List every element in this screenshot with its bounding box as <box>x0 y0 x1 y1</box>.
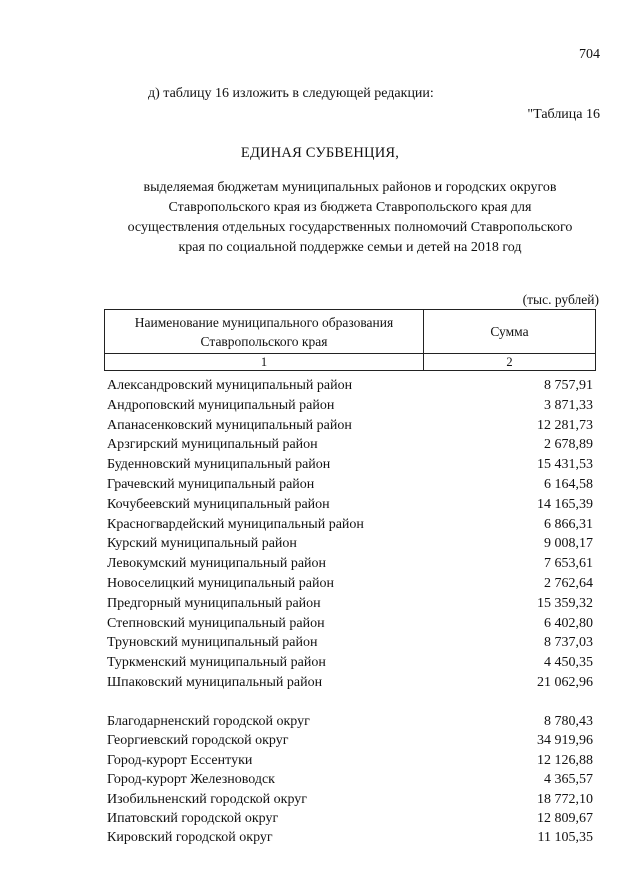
row-amount: 15 431,53 <box>537 457 593 472</box>
intro-line: д) таблицу 16 изложить в следующей редакции: <box>148 86 434 101</box>
row-name: Андроповский муниципальный район <box>107 398 335 413</box>
row-amount: 14 165,39 <box>537 497 593 512</box>
table-row <box>107 770 593 789</box>
table-row <box>107 673 593 692</box>
document-subtitle <box>100 178 600 258</box>
row-name: Новоселицкий муниципальный район <box>107 576 334 591</box>
row-name: Кочубеевский муниципальный район <box>107 497 330 512</box>
row-name: Арзгирский муниципальный район <box>107 437 318 452</box>
table-reference: "Таблица 16 <box>527 107 600 122</box>
subtitle-line: Ставропольского края из бюджета Ставропольского края для <box>168 200 532 215</box>
row-name: Грачевский муниципальный район <box>107 477 315 492</box>
header-column-number: 2 <box>424 354 596 371</box>
row-name: Город-курорт Ессентуки <box>107 753 253 768</box>
table-row <box>107 416 593 435</box>
row-amount: 3 871,33 <box>544 398 593 413</box>
table-row <box>107 455 593 474</box>
row-amount: 21 062,96 <box>537 675 593 690</box>
row-amount: 2 678,89 <box>544 437 593 452</box>
row-name: Туркменский муниципальный район <box>107 655 326 670</box>
row-amount: 12 281,73 <box>537 418 593 433</box>
row-amount: 8 737,03 <box>544 635 593 650</box>
table-row <box>107 828 593 847</box>
row-name: Левокумский муниципальный район <box>107 556 327 571</box>
row-amount: 12 126,88 <box>537 753 593 768</box>
row-amount: 11 105,35 <box>537 830 593 845</box>
subtitle-line: осуществления отдельных государственных полномочий Ставропольского <box>127 220 573 235</box>
table-row <box>107 376 593 395</box>
subtitle-line: выделяемая бюджетам муниципальных районов и городских округов <box>143 180 557 195</box>
row-name: Изобильненский городской округ <box>107 792 308 807</box>
table-row <box>107 731 593 750</box>
table-row <box>107 574 593 593</box>
table-row <box>107 751 593 770</box>
row-amount: 15 359,32 <box>537 596 593 611</box>
row-amount: 12 809,67 <box>537 811 593 826</box>
header-name-line: Наименование муниципального образования <box>134 314 394 330</box>
row-name: Буденновский муниципальный район <box>107 457 331 472</box>
row-amount: 4 450,35 <box>544 655 593 670</box>
table-row <box>107 712 593 731</box>
row-name: Степновский муниципальный район <box>107 616 325 631</box>
row-name: Предгорный муниципальный район <box>107 596 321 611</box>
row-name: Город-курорт Железноводск <box>107 772 275 787</box>
row-name: Красногвардейский муниципальный район <box>107 517 364 532</box>
row-name: Курский муниципальный район <box>107 536 297 551</box>
table-row <box>107 809 593 828</box>
row-amount: 18 772,10 <box>537 792 593 807</box>
row-name: Благодарненский городской округ <box>107 714 310 729</box>
row-name: Александровский муниципальный район <box>107 378 353 393</box>
table-row <box>107 554 593 573</box>
row-name: Георгиевский городской округ <box>107 733 289 748</box>
row-name: Труновский муниципальный район <box>107 635 318 650</box>
table-row <box>107 475 593 494</box>
row-amount: 34 919,96 <box>537 733 593 748</box>
row-amount: 8 780,43 <box>544 714 593 729</box>
row-amount: 6 164,58 <box>544 477 593 492</box>
subtitle-line: края по социальной поддержке семьи и детей на 2018 год <box>178 240 522 255</box>
table-row <box>107 534 593 553</box>
row-name: Апанасенковский муниципальный район <box>107 418 352 433</box>
table-row <box>107 594 593 613</box>
table-row <box>107 653 593 672</box>
row-amount: 7 653,61 <box>544 556 593 571</box>
table-row <box>107 515 593 534</box>
row-name: Кировский городской округ <box>107 830 273 845</box>
row-amount: 8 757,91 <box>544 378 593 393</box>
unit-label: (тыс. рублей) <box>522 292 599 307</box>
header-column-number: 1 <box>105 354 424 371</box>
row-amount: 6 866,31 <box>544 517 593 532</box>
header-name-line: Ставропольского края <box>200 333 328 349</box>
page-number: 704 <box>579 47 600 62</box>
table-row <box>107 633 593 652</box>
table-row <box>107 614 593 633</box>
table-row <box>107 396 593 415</box>
row-amount: 9 008,17 <box>544 536 593 551</box>
header-name-column <box>105 310 424 354</box>
table-row <box>107 435 593 454</box>
table-header <box>104 309 596 371</box>
table-row <box>107 495 593 514</box>
row-amount: 2 762,64 <box>544 576 593 591</box>
row-amount: 6 402,80 <box>544 616 593 631</box>
document-title: ЕДИНАЯ СУБВЕНЦИЯ, <box>240 145 400 161</box>
header-amount-column: Сумма <box>424 310 596 354</box>
table-row <box>107 790 593 809</box>
row-name: Шпаковский муниципальный район <box>107 675 323 690</box>
row-amount: 4 365,57 <box>544 772 593 787</box>
row-name: Ипатовский городской округ <box>107 811 279 826</box>
